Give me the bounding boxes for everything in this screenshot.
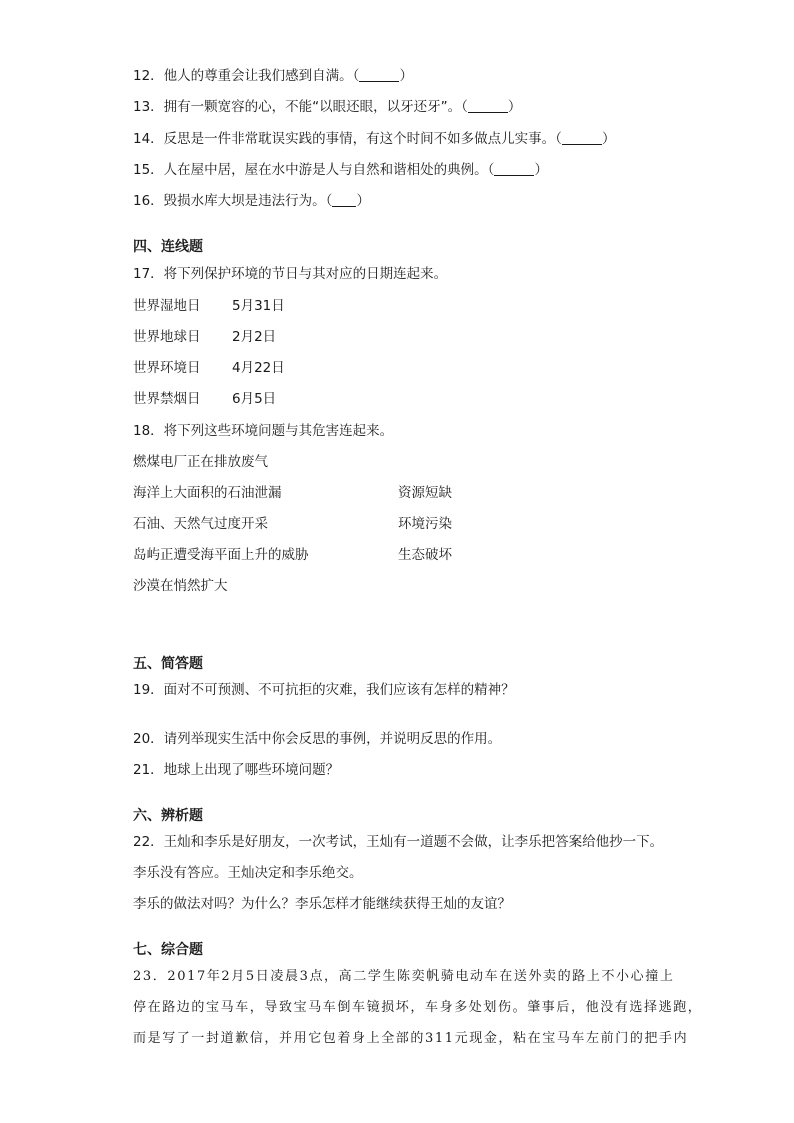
q17-right-item[interactable]: 2月2日 [232, 329, 277, 345]
q17-left-item[interactable]: 世界湿地日 [133, 298, 201, 314]
question-23-line-3: 而是写了一封道歉信，并用它包着身上全部的311元现金，粘在宝马车左前门的把手内 [133, 1031, 689, 1046]
answer-blank-16[interactable] [332, 192, 356, 207]
section-heading-matching: 四、连线题 [133, 239, 203, 255]
answer-blank-13[interactable] [468, 98, 508, 113]
question-17: 17．将下列保护环境的节日与其对应的日期连起来。 [133, 266, 448, 282]
q17-right-item[interactable]: 5月31日 [232, 298, 285, 314]
question-14: 14．反思是一件非常耽误实践的事情，有这个时间不如多做点儿实事。（ ） [133, 131, 616, 147]
q18-right-item[interactable]: 生态破坏 [398, 547, 452, 563]
question-15: 15．人在屋中居，屋在水中游是人与自然和谐相处的典例。（ ） [133, 162, 548, 178]
q18-left-item[interactable]: 石油、天然气过度开采 [133, 516, 268, 532]
question-22-line-2: 李乐没有答应。王灿决定和李乐绝交。 [133, 865, 363, 881]
question-12: 12．他人的尊重会让我们感到自满。（ ） [133, 68, 413, 84]
question-23-line-2: 停在路边的宝马车，导致宝马车倒车镜损坏，车身多处划伤。肇事后，他没有选择逃跑， [133, 1000, 703, 1015]
question-20: 20．请列举现实生活中你会反思的事例，并说明反思的作用。 [133, 731, 502, 747]
q18-left-item[interactable]: 燃煤电厂正在排放废气 [133, 454, 268, 470]
section-heading-short-answer: 五、简答题 [133, 656, 203, 672]
section-heading-comprehensive: 七、综合题 [133, 942, 203, 958]
section-heading-analysis: 六、辨析题 [133, 808, 203, 824]
q17-right-item[interactable]: 6月5日 [232, 391, 277, 407]
q18-right-item[interactable]: 资源短缺 [398, 485, 452, 501]
q17-left-item[interactable]: 世界环境日 [133, 360, 201, 376]
question-19: 19．面对不可预测、不可抗拒的灾难，我们应该有怎样的精神？ [133, 682, 515, 698]
q18-left-item[interactable]: 海洋上大面积的石油泄漏 [133, 485, 282, 501]
q17-left-item[interactable]: 世界禁烟日 [133, 391, 201, 407]
answer-blank-14[interactable] [562, 130, 602, 145]
question-18: 18．将下列这些环境问题与其危害连起来。 [133, 423, 394, 439]
question-13: 13．拥有一颗宽容的心，不能“以眼还眼，以牙还牙”。（ ） [133, 99, 522, 115]
answer-blank-12[interactable] [359, 67, 399, 82]
question-21: 21．地球上出现了哪些环境问题？ [133, 762, 340, 778]
question-23-line-1: 23．2017年2月5日凌晨3点，高二学生陈奕帆骑电动车在送外卖的路上不小心撞上 [133, 969, 675, 984]
q18-left-item[interactable]: 岛屿正遭受海平面上升的威胁 [133, 547, 309, 563]
q17-right-item[interactable]: 4月22日 [232, 360, 285, 376]
question-22-line-1: 22．王灿和李乐是好朋友，一次考试，王灿有一道题不会做，让李乐把答案给他抄一下。 [133, 834, 664, 850]
question-16: 16．毁损水库大坝是违法行为。（ ） [133, 193, 370, 209]
question-22-line-3: 李乐的做法对吗？为什么？李乐怎样才能继续获得王灿的友谊？ [133, 896, 511, 912]
q17-left-item[interactable]: 世界地球日 [133, 329, 201, 345]
q18-right-item[interactable]: 环境污染 [398, 516, 452, 532]
answer-blank-15[interactable] [494, 161, 534, 176]
q18-left-item[interactable]: 沙漠在悄然扩大 [133, 578, 228, 594]
